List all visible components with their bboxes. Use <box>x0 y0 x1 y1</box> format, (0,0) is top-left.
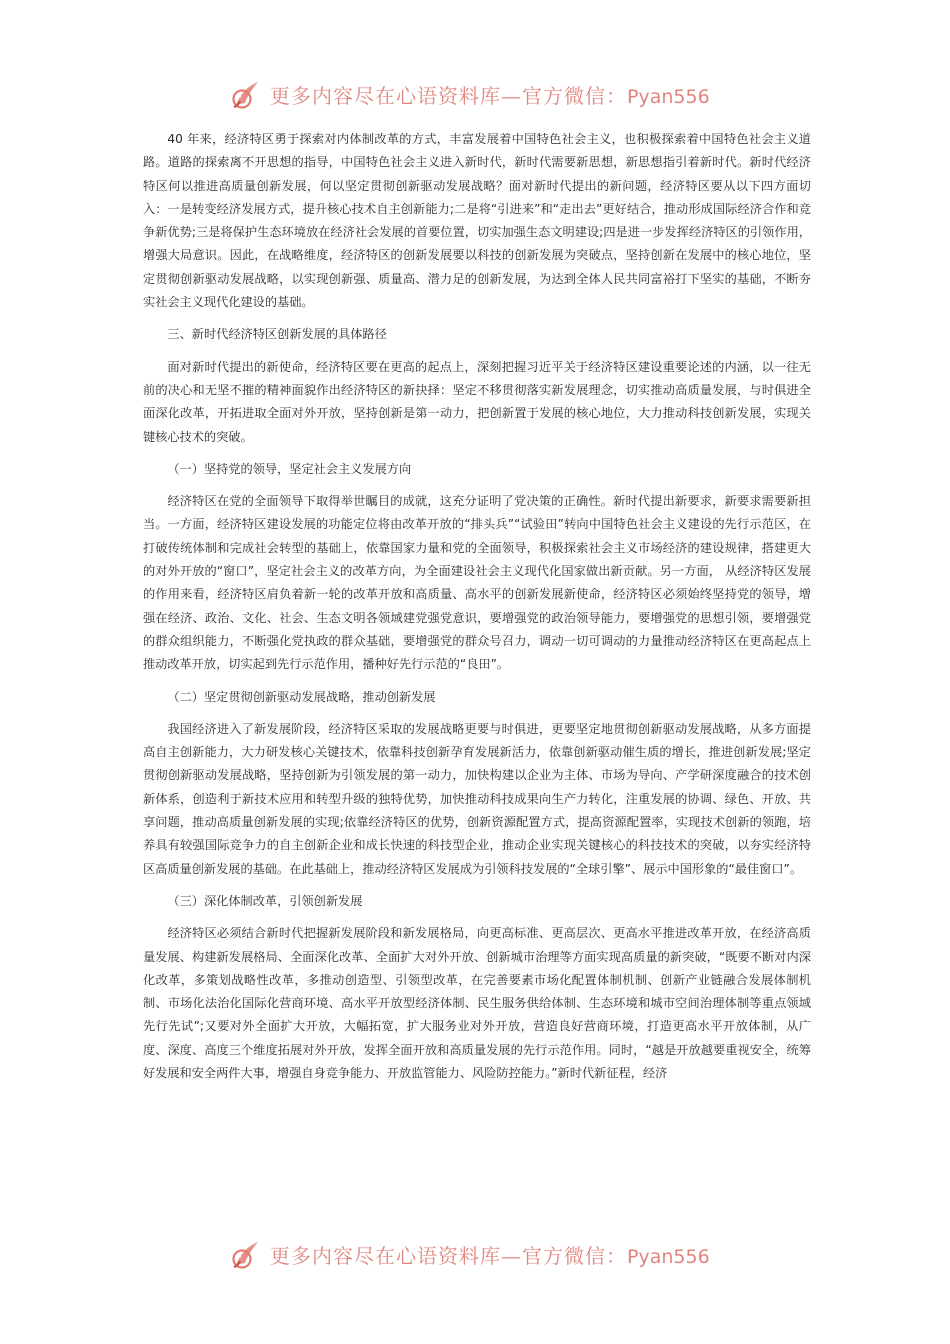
header-watermark <box>230 74 750 114</box>
watermark-title: 更多内容尽在心语资料库—官方微信： <box>270 83 627 108</box>
brush-logo-icon <box>230 77 264 111</box>
section-heading-three: 三、新时代经济特区创新发展的具体路径 <box>167 327 387 342</box>
paragraph-intro: 40 年来，经济特区勇于探索对内体制改革的方式，丰富发展着中国特色社会主义，也积极探索着中国特色社会主义道路。道路的探索离不开思想的指导，中国特色社会主义进入新时代，新时代需要新思想，新思想指引着新时代。新时代经济特区何以推进高质量创新发展，何以坚定贯彻创新驱动发展战略？面对新时代提出的新问题，经济特区要从以下四方面切入：一是转变经济发展方式，提升核心技术自主创新能力;二是将“引进来”和“走出去”更好结合，推动形成国际经济合作和竞争新优势;三是将保护生态环境放在经济社会发展的首要位置，切实加强生态文明建设;四是进一步发挥经济特区的引领作用，增强大局意识。因此，在战略维度，经济特区的创新发展要以科技的创新发展为突破点，坚持创新在发展中的核心地位，坚定贯彻创新驱动发展战略，以实现创新强、质量高、潜力足的创新发展，为达到全体人民共同富裕打下坚实的基础，不断夯实社会主义现代化建设的基础。 <box>143 132 811 310</box>
paragraph-subsection-three: 经济特区必须结合新时代把握新发展阶段和新发展格局，向更高标准、更高层次、更高水平推进改革开放，在经济高质量发展、构建新发展格局、全面深化改革、全面扩大对外开放、创新城市治理等方面实现高质量的新突破，“既要不断对内深化改革，多策划战略性改革，多推动创造型、引领型改革，在完善要素市场化配置体制机制、创新产业链融合发展体制机制、市场化法治化国际化营商环境、高水平开放型经济体制、民生服务供给体制、生态环境和城市空间治理体制等重点领域先行先试”;又要对外全面扩大开放，大幅拓宽，扩大服务业对外开放，营造良好营商环境，打造更高水平开放体制，从广度、深度、高度三个维度拓展对外开放，发挥全面开放和高质量发展的先行示范作用。同时，“越是开放越要重视安全，统筹好发展和安全两件大事，增强自身竞争能力、开放监管能力、风险防控能力。”新时代新征程，经济 <box>143 926 811 1080</box>
subheading-one: （一）坚持党的领导，坚定社会主义发展方向 <box>167 461 412 476</box>
watermark-wechat-id: Pyan556 <box>627 85 710 108</box>
watermark-title: 更多内容尽在心语资料库—官方微信： <box>270 1243 627 1268</box>
watermark-text <box>270 1240 710 1269</box>
brush-logo-icon <box>230 1237 264 1271</box>
subheading-three: （三）深化体制改革，引领创新发展 <box>167 893 363 908</box>
document-body <box>143 128 811 1085</box>
footer-watermark <box>230 1234 750 1274</box>
paragraph-subsection-one: 经济特区在党的全面领导下取得举世瞩目的成就，这充分证明了党决策的正确性。新时代提出新要求，新要求需要新担当。一方面，经济特区建设发展的功能定位将由改革开放的“排头兵”“试验田”转向中国特色社会主义建设的先行示范区，在打破传统体制和完成社会转型的基础上，依靠国家力量和党的全面领导，积极探索社会主义市场经济的建设规律，搭建更大的对外开放的“窗口”，坚定社会主义的改革方向，为全面建设社会主义现代化国家做出新贡献。另一方面， 从经济特区发展的作用来看，经济特区肩负着新一轮的改革开放和高质量、高水平的创新发展新使命，经济特区必须始终坚持党的领导，增强在经济、政治、文化、社会、生态文明各领域建党强党意识，要增强党的政治领导能力，要增强党的思想引领，要增强党的群众组织能力，不断强化党执政的群众基础，要增强党的群众号召力，调动一切可调动的力量推动经济特区在更高起点上推动改革开放，切实起到先行示范作用，播种好先行示范的“良田”。 <box>143 494 811 672</box>
paragraph-section-three: 面对新时代提出的新使命，经济特区要在更高的起点上，深刻把握习近平关于经济特区建设重要论述的内涵，以一往无前的决心和无坚不摧的精神面貌作出经济特区的新抉择：坚定不移贯彻落实新发展理念，切实推动高质量发展，与时俱进全面深化改革，开拓进取全面对外开放，坚持创新是第一动力，把创新置于发展的核心地位，大力推动科技创新发展，实现关键核心技术的突破。 <box>143 359 811 444</box>
paragraph-subsection-two: 我国经济进入了新发展阶段，经济特区采取的发展战略更要与时俱进，更要坚定地贯彻创新驱动发展战略，从多方面提高自主创新能力，大力研发核心关键技术，依靠科技创新孕育发展新活力，依靠创新驱动催生质的增长，推进创新发展;坚定贯彻创新驱动发展战略，坚持创新为引领发展的第一动力，加快构建以企业为主体、市场为导向、产学研深度融合的技术创新体系，创造利于新技术应用和转型升级的独特优势，加快推动科技成果向生产力转化，注重发展的协调、绿色、开放、共享问题，推动高质量创新发展的实现;依靠经济特区的优势，创新资源配置方式，提高资源配置率，实现技术创新的领跑，培养具有较强国际竞争力的自主创新企业和成长快速的科技型企业，推动企业实现关键核心的科技技术的突破，以夯实经济特区高质量创新发展的基础。在此基础上，推动经济特区发展成为引领科技发展的“全球引擎”、展示中国形象的“最佳窗口”。 <box>143 721 811 876</box>
watermark-text <box>270 80 710 109</box>
subheading-two: （二）坚定贯彻创新驱动发展战略，推动创新发展 <box>167 689 436 704</box>
watermark-wechat-id: Pyan556 <box>627 1245 710 1268</box>
